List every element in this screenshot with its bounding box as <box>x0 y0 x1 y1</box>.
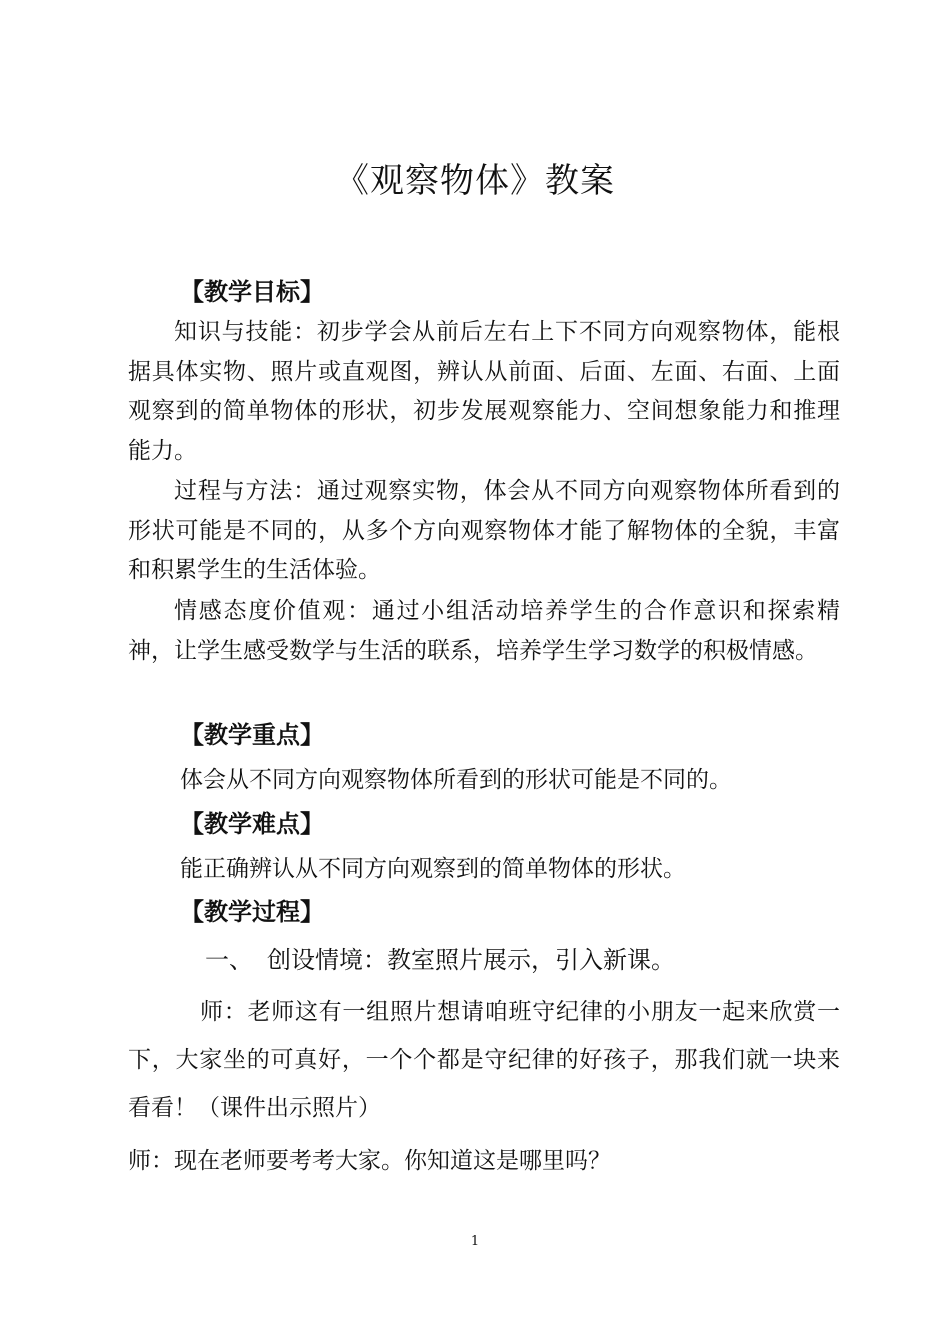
key-point-heading: 【教学重点】 <box>180 721 324 749</box>
dialog-teacher-2: 师：现在老师要考考大家。你知道这是哪里吗？ <box>128 1148 611 1174</box>
objective-emotion: 情感态度价值观：通过小组活动培养学生的合作意识和探索精神，让学生感受数学与生活的联系，培养学生学习数学的积极情感。 <box>128 598 840 664</box>
objective-process: 过程与方法：通过观察实物，体会从不同方向观察物体所看到的形状可能是不同的，从多个方向观察物体才能了解物体的全貌，丰富和积累学生的生活体验。 <box>128 478 840 583</box>
difficulty-heading: 【教学难点】 <box>180 810 324 838</box>
dialog-teacher-1: 师：老师这有一组照片想请咱班守纪律的小朋友一起来欣赏一下，大家坐的可真好，一个个都是守纪律的好孩子，那我们就一块来看看！（课件出示照片） <box>128 999 840 1121</box>
page-number: 1 <box>470 1234 480 1249</box>
document-title: 《观察物体》教案 <box>335 161 615 201</box>
objective-knowledge: 知识与技能：初步学会从前后左右上下不同方向观察物体，能根据具体实物、照片或直观图，辨认从前面、后面、左面、右面、上面观察到的简单物体的形状，初步发展观察能力、空间想象能力和推理能力。 <box>128 319 840 464</box>
difficulty-text: 能正确辨认从不同方向观察到的简单物体的形状。 <box>180 856 686 882</box>
step1-heading <box>205 944 675 976</box>
objectives-heading: 【教学目标】 <box>180 278 324 306</box>
process-heading: 【教学过程】 <box>180 898 324 926</box>
step1-number: 一、 <box>205 946 253 974</box>
step1-title: 创设情境：教室照片展示，引入新课。 <box>267 946 675 974</box>
key-point-text: 体会从不同方向观察物体所看到的形状可能是不同的。 <box>180 767 732 793</box>
